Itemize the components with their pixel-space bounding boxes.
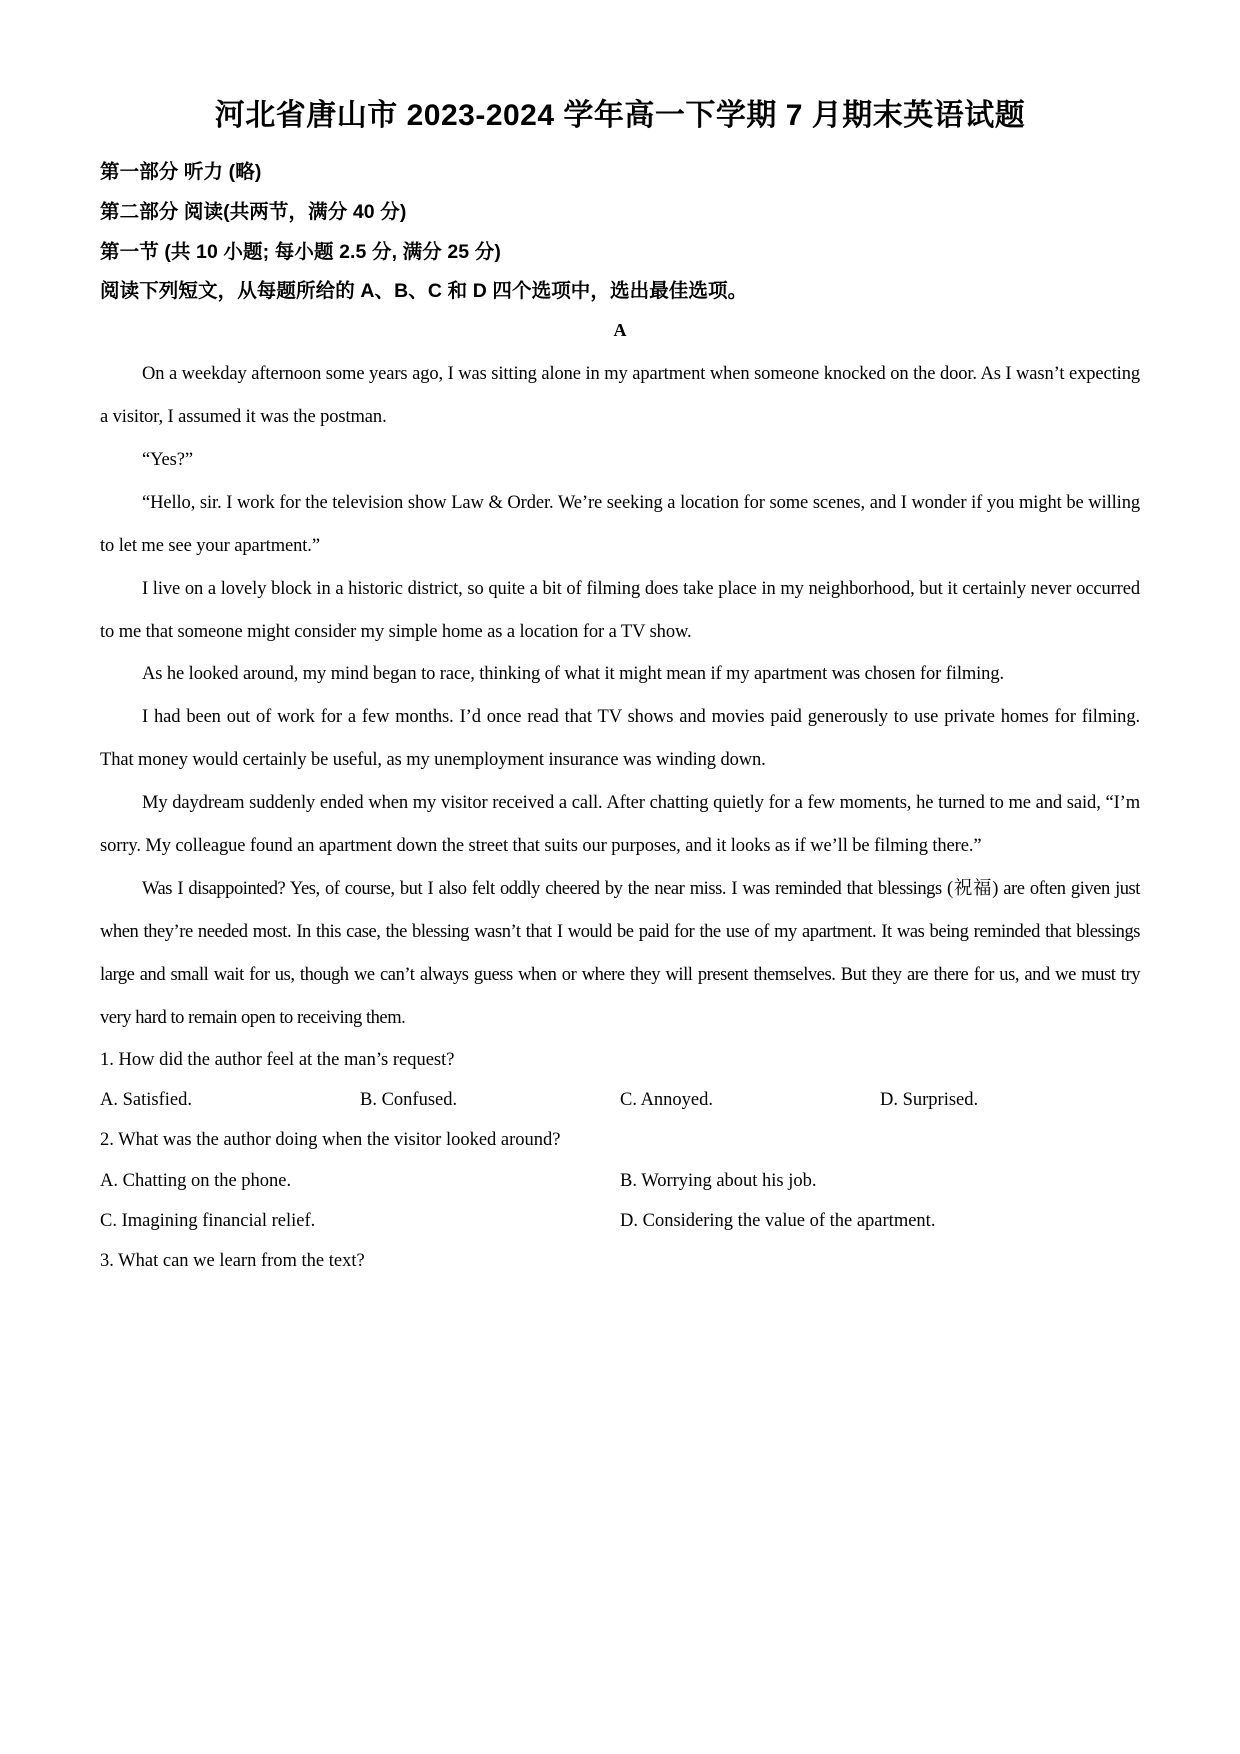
passage-label-a: A (613, 320, 627, 341)
passage-paragraph: Was I disappointed? Yes, of course, but I also felt oddly cheered by the near miss. I was reminded that blessings (祝福) are often given just when they’re needed most. In this case, the blessing wasn’t that I would be paid for the use of my apartment. It was being reminded that blessings large and small wait for us, though we can’t always guess when or where they will present themselves. But they are there for us, and we must try very hard to remain open to receiving them. (100, 879, 1140, 1028)
question-stem: 1. How did the author feel at the man’s request? (100, 1049, 455, 1070)
heading-section-one: 第一节 (共 10 小题; 每小题 2.5 分, 满分 25 分) (100, 240, 501, 263)
question-block (100, 1040, 1140, 1121)
heading-instructions: 阅读下列短文，从每题所给的 A、B、C 和 D 四个选项中，选出最佳选项。 (100, 280, 748, 303)
passage-paragraph: “Hello, sir. I work for the television show Law & Order. We’re seeking a location for some scenes, and I wonder if you might be willing to let me see your apartment.” (100, 492, 1140, 556)
option-c[interactable]: C. Imagining financial relief. (100, 1210, 316, 1231)
option-row (100, 1201, 1140, 1241)
option-b[interactable]: B. Confused. (360, 1089, 458, 1110)
option-a[interactable]: A. Chatting on the phone. (100, 1170, 292, 1191)
option-b[interactable]: B. Worrying about his job. (620, 1170, 817, 1191)
page-title: 河北省唐山市 2023-2024 学年高一下学期 7 月期末英语试题 (214, 99, 1026, 132)
passage-paragraph: On a weekday afternoon some years ago, I was sitting alone in my apartment when someone knocked on the door. As I wasn’t expecting a visitor, I assumed it was the postman. (100, 364, 1140, 428)
passage-paragraph: As he looked around, my mind began to race, thinking of what it might mean if my apartment was chosen for filming. (142, 664, 1005, 685)
question-block (100, 1241, 1140, 1281)
heading-part-one: 第一部分 听力 (略) (100, 161, 262, 183)
option-d[interactable]: D. Surprised. (880, 1089, 979, 1110)
passage-paragraph: “Yes?” (142, 449, 193, 470)
question-block (100, 1120, 1140, 1241)
question-stem: 2. What was the author doing when the visitor looked around? (100, 1130, 561, 1151)
option-c[interactable]: C. Annoyed. (620, 1089, 714, 1110)
option-a[interactable]: A. Satisfied. (100, 1089, 192, 1110)
option-row (100, 1080, 1140, 1120)
passage-paragraph: I had been out of work for a few months. I’d once read that TV shows and movies paid generously to use private homes for filming. That money would certainly be useful, as my unemployment insurance was winding down. (100, 707, 1140, 771)
passage-paragraph: I live on a lovely block in a historic district, so quite a bit of filming does take place in my neighborhood, but it certainly never occurred to me that someone might consider my simple home as a location for a TV show. (100, 578, 1140, 642)
question-stem: 3. What can we learn from the text? (100, 1251, 365, 1272)
heading-part-two: 第二部分 阅读(共两节，满分 40 分) (100, 200, 407, 223)
option-row (100, 1161, 1140, 1201)
passage-paragraph: My daydream suddenly ended when my visitor received a call. After chatting quietly for a few moments, he turned to me and said, “I’m sorry. My colleague found an apartment down the street that suits our purposes, and it looks as if we’ll be filming there.” (100, 793, 1140, 857)
option-d[interactable]: D. Considering the value of the apartment. (620, 1210, 936, 1231)
